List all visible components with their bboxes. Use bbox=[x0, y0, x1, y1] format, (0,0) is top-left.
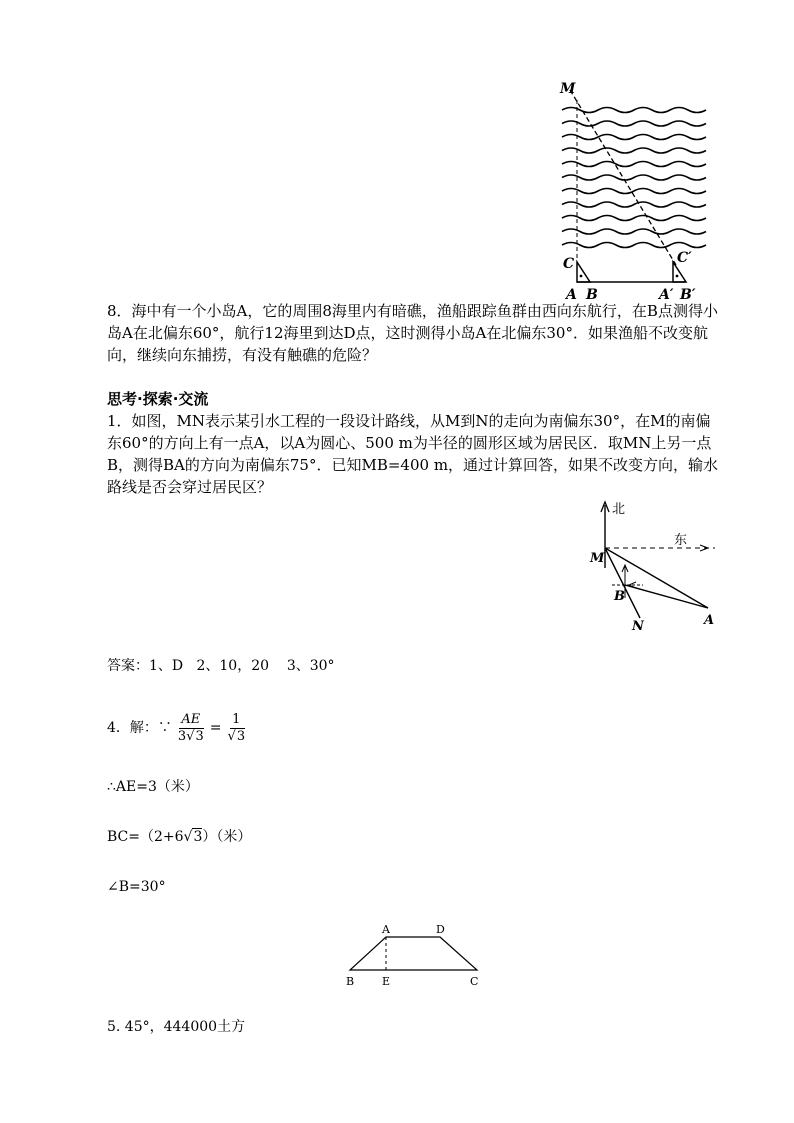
answer-5: 5. 45°，444000土方 bbox=[107, 1019, 246, 1035]
answer-4-prefix: 4．解：∵ bbox=[107, 720, 172, 736]
label-N: N bbox=[632, 619, 644, 634]
label-A: A bbox=[566, 287, 577, 303]
label-E-trap: E bbox=[382, 975, 391, 988]
equals-sign: = bbox=[209, 720, 222, 736]
answer-ae: ∴AE=3（米） bbox=[107, 779, 199, 795]
label-B-prime: B′ bbox=[680, 287, 696, 303]
answer-angle-b: ∠B=30° bbox=[107, 879, 166, 895]
label-B-compass: B bbox=[614, 589, 625, 604]
fraction-left-den: 3√3 bbox=[177, 728, 204, 744]
question-1: 1．如图，MN表示某引水工程的一段设计路线，从M到N的走向为南偏东30°，在M的南偏东60°的方向上有一点A，以A为圆心、500 m为半径的圆形区域为居民区．取MN上另一点B，测得BA的方向为南偏东75°．已知MB=400 m，通过计算回答，如果不改变方向，输水路线是否会穿过居民区？ bbox=[107, 412, 719, 496]
label-east: 东 bbox=[674, 533, 688, 548]
label-north: 北 bbox=[612, 502, 626, 517]
fraction-right-num: 1 bbox=[232, 711, 241, 727]
answers-line-1: 答案：1、D 2、10，20 3、30° bbox=[107, 658, 335, 674]
fraction-right-den: √3 bbox=[227, 728, 246, 744]
label-B-trap: B bbox=[346, 975, 355, 988]
trapezoid-ABCD bbox=[350, 937, 477, 970]
problem-8: 8．海中有一个小岛A，它的周围8海里内有暗礁，渔船跟踪鱼群由西向东航行，在B点测得小岛A在北偏东60°，航行12海里到达D点，这时测得小岛A在北偏东30°．如果渔船不改变航向，继续向东捕捞，有没有触礁的危险？ bbox=[107, 302, 718, 364]
label-A-prime: A′ bbox=[659, 287, 674, 303]
label-C-prime: C′ bbox=[677, 250, 692, 266]
label-D-trap: D bbox=[436, 923, 445, 936]
section-heading: 思考·探索·交流 bbox=[107, 390, 209, 408]
fraction-left-num: AE bbox=[181, 711, 201, 727]
answer-bc: BC=（2+6√3）（米） bbox=[107, 829, 252, 845]
label-M: M bbox=[560, 81, 576, 97]
label-M-compass: M bbox=[590, 551, 605, 566]
label-A-compass: A bbox=[704, 613, 715, 628]
label-C-trap: C bbox=[470, 975, 479, 988]
label-A-trap: A bbox=[382, 923, 390, 936]
label-B: B bbox=[586, 287, 598, 303]
label-C: C bbox=[563, 256, 575, 272]
